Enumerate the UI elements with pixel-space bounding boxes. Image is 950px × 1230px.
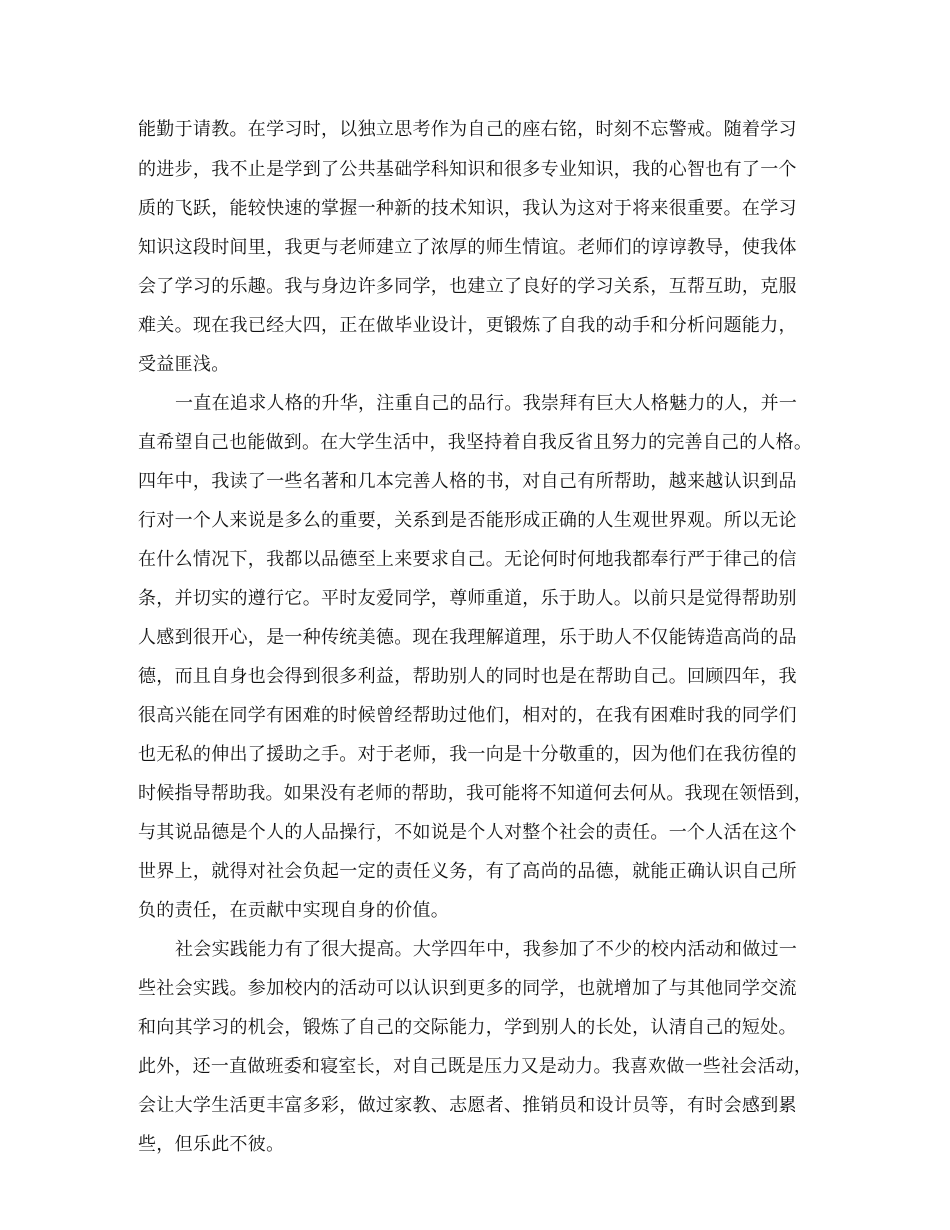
text-line: 能勤于请教。在学习时，以独立思考作为自己的座右铭，时刻不忘警戒。随着学习: [138, 119, 797, 140]
text-line: 知识这段时间里，我更与老师建立了浓厚的师生情谊。老师们的谆谆教导，使我体: [138, 237, 797, 258]
text-line: 和向其学习的机会，锻炼了自己的交际能力，学到别人的长处，认清自己的短处。: [138, 1017, 797, 1038]
text-line: 直希望自己也能做到。在大学生活中，我坚持着自我反省且努力的完善自己的人格。: [138, 432, 813, 453]
text-line: 条，并切实的遵行它。平时友爱同学，尊师重道，乐于助人。以前只是觉得帮助别: [138, 588, 797, 609]
paragraph-first-line: 一直在追求人格的升华，注重自己的品行。我崇拜有巨大人格魅力的人，并一: [175, 393, 798, 414]
text-line: 负的责任，在贡献中实现自身的价值。: [138, 900, 450, 921]
text-line: 人感到很开心，是一种传统美德。现在我理解道理，乐于助人不仅能铸造高尚的品: [138, 627, 797, 648]
text-line: 些社会实践。参加校内的活动可以认识到更多的同学，也就增加了与其他同学交流: [138, 978, 797, 999]
text-line: 质的飞跃，能较快速的掌握一种新的技术知识，我认为这对于将来很重要。在学习: [138, 198, 797, 219]
text-line: 会了学习的乐趣。我与身边许多同学，也建立了良好的学习关系，互帮互助，克服: [138, 276, 797, 297]
text-line: 此外，还一直做班委和寝室长，对自己既是压力又是动力。我喜欢做一些社会活动，: [138, 1056, 813, 1077]
text-line: 与其说品德是个人的人品操行，不如说是个人对整个社会的责任。一个人活在这个: [138, 822, 797, 843]
text-line: 行对一个人来说是多么的重要，关系到是否能形成正确的人生观世界观。所以无论: [138, 510, 797, 531]
text-line: 德，而且自身也会得到很多利益，帮助别人的同时也是在帮助自己。回顾四年，我: [138, 666, 797, 687]
text-line: 世界上，就得对社会负起一定的责任义务，有了高尚的品德，就能正确认识自己所: [138, 861, 797, 882]
paragraph-first-line: 社会实践能力有了很大提高。大学四年中，我参加了不少的校内活动和做过一: [175, 939, 798, 960]
text-line: 受益匪浅。: [138, 354, 230, 375]
text-line: 很高兴能在同学有困难的时候曾经帮助过他们，相对的，在我有困难时我的同学们: [138, 705, 797, 726]
text-line: 会让大学生活更丰富多彩，做过家教、志愿者、推销员和设计员等，有时会感到累: [138, 1095, 797, 1116]
text-line: 难关。现在我已经大四，正在做毕业设计，更锻炼了自我的动手和分析问题能力，: [138, 315, 797, 336]
text-line: 在什么情况下，我都以品德至上来要求自己。无论何时何地我都奉行严于律己的信: [138, 549, 797, 570]
text-line: 也无私的伸出了援助之手。对于老师，我一向是十分敬重的，因为他们在我彷徨的: [138, 744, 797, 765]
text-line: 些，但乐此不彼。: [138, 1134, 285, 1155]
text-line: 的进步，我不止是学到了公共基础学科知识和很多专业知识，我的心智也有了一个: [138, 159, 797, 180]
text-line: 四年中，我读了一些名著和几本完善人格的书，对自己有所帮助，越来越认识到品: [138, 471, 797, 492]
text-line: 时候指导帮助我。如果没有老师的帮助，我可能将不知道何去何从。我现在领悟到，: [138, 783, 813, 804]
